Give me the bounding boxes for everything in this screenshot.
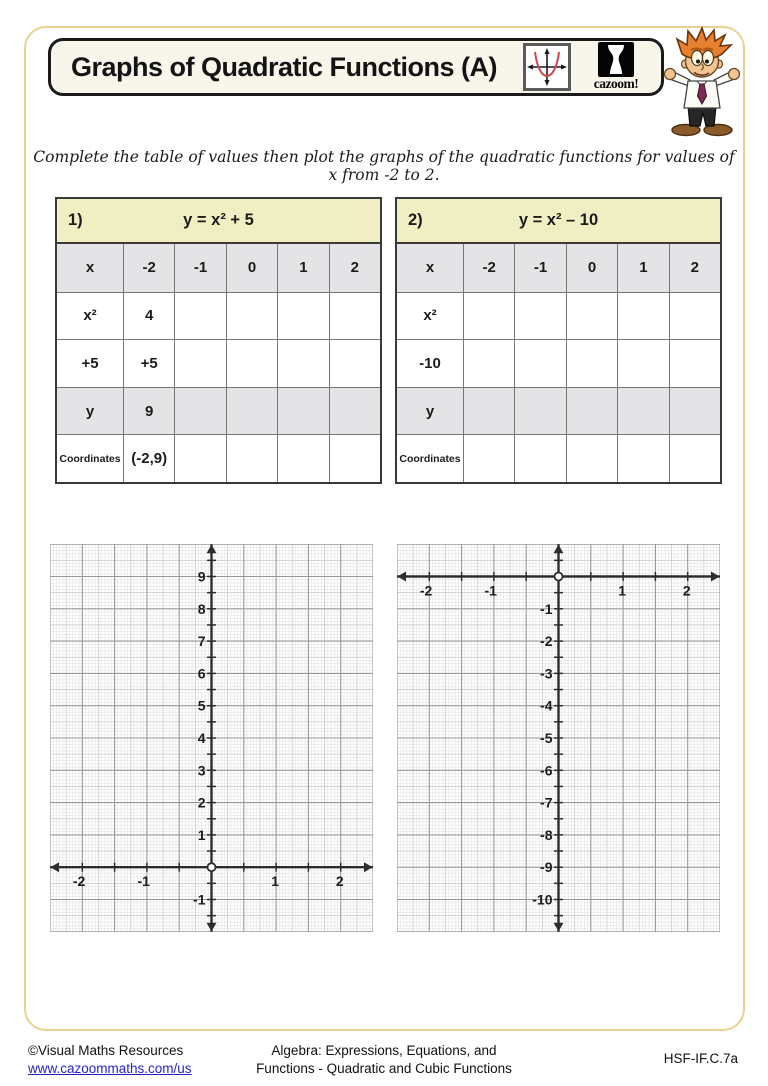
row-label: +5 — [57, 339, 123, 387]
table-cell: +5 — [123, 339, 174, 387]
cazoom-logo-text: cazoom! — [593, 76, 639, 91]
parabola-icon-drawing — [526, 46, 568, 88]
x-axis-label: -1 — [137, 873, 150, 890]
mascot-character — [656, 26, 748, 138]
answer-cell — [174, 292, 225, 340]
table-cell: 9 — [123, 387, 174, 435]
row-label: x² — [57, 292, 123, 340]
y-axis-label: 5 — [197, 697, 206, 714]
subject-line-2: Functions - Quadratic and Cubic Functions — [256, 1060, 512, 1076]
answer-cell — [277, 292, 328, 340]
answer-cell — [669, 339, 720, 387]
equation-label: y = x² – 10 — [518, 211, 599, 229]
mascot-pupil — [705, 60, 709, 64]
y-axis-label: -1 — [540, 600, 553, 617]
x-value-header: 2 — [669, 244, 720, 292]
instruction-text: Complete the table of values then plot the graphs of the quadratic functions for values of x from -2 to 2. — [33, 148, 735, 184]
answer-cell — [174, 339, 225, 387]
question-number: 1) — [68, 211, 83, 229]
graph-grid-2 — [397, 544, 720, 932]
answer-cell — [669, 387, 720, 435]
page-title: Graphs of Quadratic Functions (A) — [71, 51, 498, 82]
mascot-fist — [729, 69, 740, 80]
answer-cell — [566, 292, 617, 340]
x-value-header: -2 — [463, 244, 514, 292]
row-label: Coordinates — [397, 434, 463, 482]
answer-cell — [329, 434, 380, 482]
equation-label: y = x² + 5 — [183, 211, 254, 229]
subject-line-1: Algebra: Expressions, Equations, and — [271, 1043, 497, 1058]
answer-cell — [617, 292, 668, 340]
answer-cell — [226, 434, 277, 482]
y-axis-label: -5 — [540, 730, 553, 746]
answer-cell — [669, 292, 720, 340]
x-axis-label: -2 — [419, 582, 433, 599]
y-axis-label: -8 — [540, 826, 553, 843]
footer — [28, 1042, 740, 1082]
y-axis-label: 1 — [197, 826, 206, 843]
copyright-text: ©Visual Maths Resources — [28, 1043, 184, 1058]
y-axis-label: -10 — [532, 891, 553, 908]
website-link[interactable]: www.cazoommaths.com/us — [28, 1060, 192, 1076]
answer-cell — [566, 434, 617, 482]
answer-cell — [463, 387, 514, 435]
y-axis-label: 6 — [197, 665, 206, 682]
answer-cell — [617, 339, 668, 387]
answer-cell — [174, 434, 225, 482]
cazoom-logo-icon — [598, 42, 634, 77]
standard-code: HSF-IF.C.7a — [663, 1051, 738, 1066]
answer-cell — [669, 434, 720, 482]
x-axis-label: 2 — [335, 873, 344, 890]
graph-grid-1 — [50, 544, 373, 932]
y-axis-label: -6 — [540, 762, 553, 779]
row-label: y — [397, 387, 463, 435]
y-axis-label: 4 — [197, 730, 206, 746]
mascot-trousers — [688, 106, 716, 126]
x-value-header: -1 — [514, 244, 565, 292]
answer-cell — [329, 387, 380, 435]
y-axis-label: -4 — [540, 697, 553, 714]
answer-cell — [277, 387, 328, 435]
question-number: 2) — [408, 211, 423, 229]
answer-cell — [617, 387, 668, 435]
x-axis-label: 2 — [682, 582, 691, 599]
table-1 — [55, 197, 382, 484]
y-axis-label: 2 — [197, 794, 206, 811]
x-axis-label: 1 — [271, 873, 280, 890]
x-value-header: 1 — [617, 244, 668, 292]
table-cell: 4 — [123, 292, 174, 340]
answer-cell — [329, 292, 380, 340]
graphs-row — [0, 544, 768, 934]
mascot-eye — [703, 51, 714, 66]
answer-cell — [277, 434, 328, 482]
mascot-eye — [692, 51, 703, 66]
answer-cell — [514, 292, 565, 340]
answer-cell — [566, 387, 617, 435]
row-label: -10 — [397, 339, 463, 387]
x-axis-label: 1 — [618, 582, 627, 599]
answer-cell — [463, 292, 514, 340]
row-label: Coordinates — [57, 434, 123, 482]
origin-marker — [208, 863, 216, 871]
answer-cell — [226, 339, 277, 387]
x-value-header: 2 — [329, 244, 380, 292]
table-title-band — [397, 199, 720, 244]
x-row-label: x — [397, 244, 463, 292]
answer-cell — [226, 387, 277, 435]
answer-cell — [277, 339, 328, 387]
origin-marker — [555, 573, 563, 581]
y-axis-label: 9 — [197, 568, 206, 585]
x-value-header: 0 — [566, 244, 617, 292]
mascot-pupil — [696, 60, 700, 64]
y-axis-label: -7 — [540, 794, 553, 811]
answer-cell — [226, 292, 277, 340]
parabola-graph-icon — [523, 43, 571, 91]
answer-cell — [566, 339, 617, 387]
x-value-header: 1 — [277, 244, 328, 292]
table-cell: (-2,9) — [123, 434, 174, 482]
y-axis-label: -2 — [540, 633, 553, 650]
x-value-header: 0 — [226, 244, 277, 292]
y-axis-label: -9 — [540, 859, 553, 876]
answer-cell — [329, 339, 380, 387]
y-axis-label: 8 — [197, 600, 206, 617]
answer-cell — [463, 434, 514, 482]
answer-cell — [174, 387, 225, 435]
title-box — [48, 38, 664, 96]
row-label: x² — [397, 292, 463, 340]
y-axis-label: -3 — [540, 665, 553, 682]
answer-cell — [463, 339, 514, 387]
y-axis-label: 7 — [197, 633, 206, 650]
mascot-fist — [665, 69, 676, 80]
y-axis-label: -1 — [193, 891, 206, 908]
table-2 — [395, 197, 722, 484]
table-title-band — [57, 199, 380, 244]
row-label: y — [57, 387, 123, 435]
answer-cell — [514, 434, 565, 482]
answer-cell — [514, 339, 565, 387]
x-row-label: x — [57, 244, 123, 292]
answer-cell — [514, 387, 565, 435]
x-axis-label: -2 — [72, 873, 86, 890]
x-value-header: -2 — [123, 244, 174, 292]
footer-left — [28, 1042, 192, 1077]
y-axis-label: 3 — [197, 762, 206, 779]
x-value-header: -1 — [174, 244, 225, 292]
tables-row — [0, 197, 768, 481]
x-axis-label: -1 — [484, 582, 497, 599]
answer-cell — [617, 434, 668, 482]
footer-subject — [256, 1042, 512, 1077]
cazoom-logo — [585, 42, 647, 92]
